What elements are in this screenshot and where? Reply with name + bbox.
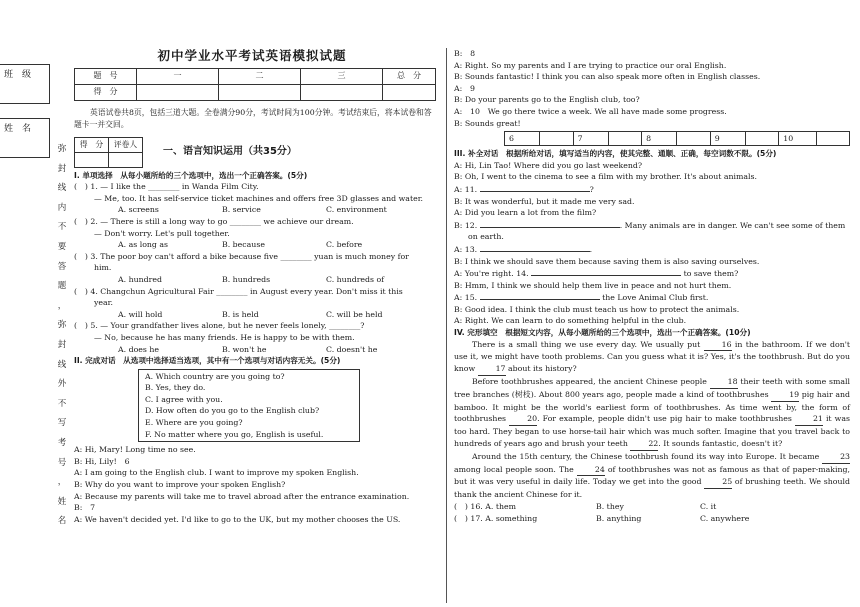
answer-cell-input[interactable] xyxy=(540,132,573,146)
seal-char: 考 xyxy=(57,437,67,448)
score-table-cell: 三 xyxy=(301,68,383,84)
seal-char: 线 xyxy=(57,359,67,370)
question-options xyxy=(66,309,438,321)
cloze-blank[interactable]: 24 xyxy=(577,464,605,477)
question-stem: ( ) 3. The poor boy can't afford a bike because five ________ yuan is much money for xyxy=(74,251,409,261)
dialogue-line: A: Because my parents will take me to travel abroad after the entrance examination. xyxy=(74,491,410,501)
cloze-blank[interactable]: 20 xyxy=(509,413,537,426)
score-table-cell: 题 号 xyxy=(75,68,137,84)
dialogue-line: A: Hi, Mary! Long time no see. xyxy=(74,445,196,455)
option[interactable]: B. anything xyxy=(596,513,642,523)
option[interactable]: B. is held xyxy=(222,309,259,319)
cloze-text: of brushing teeth. We should thank the ancient Chinese for it. xyxy=(454,477,850,500)
cloze-blank[interactable]: 21 xyxy=(795,413,823,426)
cloze-paragraph xyxy=(454,339,850,376)
dialogue-text: A: 13. xyxy=(454,244,480,254)
choice-item: E. Where are you going? xyxy=(145,418,243,428)
answer-cell-input[interactable] xyxy=(746,132,779,146)
dialogue-line xyxy=(454,304,850,316)
part1-title: 一、语言知识运用（共35分） xyxy=(163,146,297,158)
score-input-cell[interactable] xyxy=(137,84,219,100)
dialogue-line: A: We haven't decided yet. I'd like to go to the UK, but my mother chooses the US. xyxy=(74,514,401,524)
dialogue-line xyxy=(454,171,850,183)
option[interactable]: C. environment xyxy=(326,205,387,215)
option[interactable]: C. hundreds of xyxy=(326,274,385,284)
seal-char: 名 xyxy=(57,516,67,527)
answer-cell-input[interactable] xyxy=(816,132,849,146)
right-column xyxy=(454,48,850,524)
dialogue-line xyxy=(454,231,850,243)
fill-blank-11[interactable] xyxy=(480,183,590,192)
answer-table xyxy=(504,131,850,146)
dialogue-line xyxy=(454,219,850,232)
question-options xyxy=(66,274,438,286)
cloze-text: . For example, people didn't use pig hair to make toothbrushes xyxy=(537,414,795,424)
grader-cell: 评卷人 xyxy=(109,137,143,152)
option[interactable]: C. it xyxy=(700,502,717,512)
seal-char: 不 xyxy=(57,398,67,409)
cloze-text: in the bathroom. If we don't use it, we might have tooth problems. Can you guess what it is? Yes, it's the toothbrush. But do you know xyxy=(454,339,850,374)
dialogue-line: B: Hi, Lily! 6 xyxy=(74,456,138,466)
option[interactable]: B. they xyxy=(596,502,624,512)
section-iii-dialogue xyxy=(454,160,850,327)
seal-char: 弥 xyxy=(57,144,67,154)
dialogue-text: A: 15. xyxy=(454,293,480,303)
dialogue-left xyxy=(66,444,438,525)
cloze-blank[interactable]: 17 xyxy=(478,363,506,376)
dialogue-line: A: I am going to the English club. I want to improve my spoken English. xyxy=(74,468,359,478)
question-stem-cont: — No, because he has many friends. He is happy to be with them. xyxy=(94,332,355,342)
question-options xyxy=(454,501,850,513)
cloze-paragraph xyxy=(454,451,850,501)
option[interactable]: B. hundreds xyxy=(222,274,271,284)
seal-char: 封 xyxy=(57,339,67,350)
cloze-text: There is a small thing we use every day. We usually put xyxy=(472,339,704,349)
dialogue-text: the Love Animal Club first. xyxy=(599,293,709,303)
option[interactable]: ( ) 17. A. something xyxy=(454,513,538,523)
exam-title: 初中学业水平考试英语模拟试题 xyxy=(157,48,347,63)
option[interactable]: ( ) 16. A. them xyxy=(454,502,516,512)
question-stem-cont: — Me, too. It has self-service ticket machines and offers free 3D glasses and water. xyxy=(94,193,424,203)
cloze-text: pig hair and bamboo. It might be the world's earliest form of toothbrushes. As time went by, the form of toothbrushes xyxy=(454,389,850,424)
answer-cell-input[interactable] xyxy=(608,132,641,146)
option[interactable]: C. will be held xyxy=(326,309,383,319)
section-iv-items xyxy=(454,501,850,524)
answer-cell-label: 10 xyxy=(779,132,816,146)
dialogue-line: B: Do your parents go to the English club, too? xyxy=(454,95,640,105)
question-options xyxy=(66,204,438,216)
name-label: 姓 名 xyxy=(4,124,32,134)
grader-input[interactable] xyxy=(109,152,143,167)
option[interactable]: B. service xyxy=(222,205,261,215)
option[interactable]: C. anywhere xyxy=(700,513,750,523)
dialogue-line: B: Sounds fantastic! I think you can also speak more often in English classes. xyxy=(454,72,761,82)
dialogue-text: B: 12. xyxy=(454,220,480,230)
cloze-blank[interactable]: 19 xyxy=(771,389,799,402)
left-column xyxy=(66,40,438,525)
dialogue-line xyxy=(454,256,850,268)
choice-item: C. I agree with you. xyxy=(145,394,223,404)
score-table-cell: 得 分 xyxy=(75,84,137,100)
dialogue-text: . Many animals are in danger. We can't see some of them xyxy=(619,220,846,230)
score-input-cell[interactable] xyxy=(383,84,436,100)
dialogue-line xyxy=(454,243,850,256)
choice-item: A. Which country are you going to? xyxy=(145,371,285,381)
question-options xyxy=(66,344,438,356)
exam-intro: 英语试卷共8页，包括三道大题。全卷满分90分，考试时间为100分钟。考试结束后，将本试卷和答题卡一并交回。 xyxy=(74,107,432,129)
dialogue-line: A: Right. So my parents and I are trying to practice our oral English. xyxy=(454,60,727,70)
dialogue-line: B: Sounds great! xyxy=(454,118,521,128)
score-table-cell: 一 xyxy=(137,68,219,84)
score-input-cell[interactable] xyxy=(301,84,383,100)
score-table-cell: 总 分 xyxy=(383,68,436,84)
dialogue-line xyxy=(454,160,850,172)
cloze-blank[interactable]: 18 xyxy=(710,376,738,389)
dialogue-line xyxy=(454,267,850,280)
grader-cell: 得 分 xyxy=(75,137,109,152)
dialogue-text: A: 11. xyxy=(454,184,480,194)
seal-char: 姓 xyxy=(57,496,67,507)
question-stem-cont: year. xyxy=(94,298,114,308)
seal-char: ， xyxy=(57,300,67,311)
question-stem: ( ) 5. — Your grandfather lives alone, but he never feels lonely, ________? xyxy=(74,321,365,331)
binding-margin xyxy=(0,0,52,607)
fill-blank-13[interactable] xyxy=(480,243,593,254)
option[interactable]: A. as long as xyxy=(118,240,169,250)
option[interactable]: A. screens xyxy=(118,205,159,215)
dialogue-text: on earth. xyxy=(468,232,504,242)
dialogue-line xyxy=(454,183,850,196)
section-iii-heading: III. 补全对话 根据所给对话，填写适当的内容，使其完整、通顺、正确，每空词数不限。(5分) xyxy=(454,149,777,159)
option[interactable]: A. hundred xyxy=(118,274,162,284)
score-table-cell: 二 xyxy=(219,68,301,84)
dialogue-line xyxy=(454,280,850,292)
fill-blank-15[interactable] xyxy=(480,291,600,300)
section-i-items xyxy=(66,181,438,355)
dialogue-text: B: Good idea. I think the club must teach us how to protect the animals. xyxy=(454,304,740,314)
dialogue-text: B: Oh, I went to the cinema to see a film with my brother. It's about animals. xyxy=(454,172,758,182)
dialogue-text: B: Hmm, I think we should help them live in peace and not hurt them. xyxy=(454,280,732,290)
dialogue-text: B: I think we should save them because saving them is also saving ourselves. xyxy=(454,256,760,266)
answer-cell-label: 6 xyxy=(505,132,540,146)
section-ii-heading: II. 完成对话 从选项中选择适当选项，其中有一个选项与对话内容无关。(5分) xyxy=(74,356,341,366)
choice-item: D. How often do you go to the English club? xyxy=(145,406,320,416)
cloze-text: it was too hard. They began to use horse-tail hair which was much softer. Imagine that you travel back to hundreds of years ago and brush your teeth xyxy=(454,414,850,449)
question-stem: ( ) 2. — There is still a long way to go ________ we achieve our dream. xyxy=(74,216,354,226)
seal-char: 弥 xyxy=(57,320,67,331)
seal-char: 要 xyxy=(57,241,67,252)
dialogue-line: B: Why do you want to improve your spoken English? xyxy=(74,480,286,490)
seal-char: 写 xyxy=(57,418,67,429)
dialogue-text: B: It was wonderful, but it made me very sad. xyxy=(454,196,635,206)
fill-blank-12[interactable] xyxy=(480,219,620,228)
cloze-text: Before toothbrushes appeared, the ancient Chinese people xyxy=(472,377,710,387)
cloze-blank[interactable]: 25 xyxy=(704,476,732,489)
dialogue-line: B: 8 xyxy=(454,49,483,58)
question-stem-cont: — Don't worry. Let's pull together. xyxy=(94,228,230,238)
grader-input[interactable] xyxy=(75,152,109,167)
dialogue-line: A: 9 xyxy=(454,83,483,93)
dialogue-line xyxy=(454,291,850,304)
fill-blank-14[interactable] xyxy=(531,267,681,276)
grader-row xyxy=(74,137,438,168)
cloze-blank[interactable]: 23 xyxy=(822,451,850,464)
answer-cell-label: 7 xyxy=(573,132,608,146)
answer-cell-label: 9 xyxy=(710,132,745,146)
choice-item: B. Yes, they do. xyxy=(145,383,206,393)
seal-char: 题 xyxy=(57,281,67,292)
seal-char: ， xyxy=(57,477,67,488)
dialogue-line: B: 7 xyxy=(74,503,103,513)
question-options xyxy=(454,513,850,525)
section-i-heading: I. 单项选择 从每小题所给的三个选项中，选出一个正确答案。(5分) xyxy=(74,170,308,180)
question-stem-cont: him. xyxy=(94,263,112,273)
cloze-text: of toothbrushes was not as famous as that of paper-making, but it was very useful in daily life. Today we get into the good xyxy=(454,464,850,487)
question-stem: ( ) 4. Changchun Agricultural Fair ________ in August every year. Don't miss it this xyxy=(74,286,403,296)
seal-char: 封 xyxy=(57,163,67,174)
dialogue-line: A: 10 We go there twice a week. We all have made some progress. xyxy=(454,106,727,116)
cloze-text: their teeth with some small tree branches (树枝). About 800 years ago, people made a kind of toothbrushes xyxy=(454,377,850,399)
dialogue-text: A: Hi, Lin Tao! Where did you go last weekend? xyxy=(454,160,643,170)
option[interactable]: A. does he xyxy=(118,344,160,354)
option[interactable]: B. because xyxy=(222,240,265,250)
cloze-blank[interactable]: 22 xyxy=(630,438,658,451)
question-options xyxy=(66,239,438,251)
option[interactable]: C. doesn't he xyxy=(326,344,378,354)
dialogue-text: A: You're right. 14. xyxy=(454,269,532,279)
cloze-text: among local people soon. The xyxy=(454,464,577,474)
class-label: 班 级 xyxy=(4,70,32,80)
seal-char: 答 xyxy=(57,261,67,272)
dialogue-text: A: Right. We can learn to do something helpful in the club. xyxy=(454,316,687,326)
section-iv-heading: IV. 完形填空 根据短文内容，从每小题所给的三个选项中，选出一个正确答案。(10分) xyxy=(454,328,751,338)
dialogue-text: . xyxy=(589,244,593,254)
seal-char: 号 xyxy=(57,457,67,468)
option[interactable]: B. won't he xyxy=(222,344,267,354)
question-stem: ( ) 1. — I like the ________ in Wanda Film City. xyxy=(74,182,259,192)
cloze-text: Around the 15th century, the Chinese toothbrush found its way into Europe. It became xyxy=(472,451,823,461)
option[interactable]: A. will hold xyxy=(118,309,163,319)
seal-char: 内 xyxy=(57,202,67,213)
grader-table xyxy=(74,137,143,168)
dialogue-text: A: Did you learn a lot from the film? xyxy=(454,208,597,218)
answer-cell-input[interactable] xyxy=(677,132,710,146)
score-table xyxy=(74,68,436,101)
seal-char: 外 xyxy=(57,379,67,390)
dialogue-line xyxy=(454,196,850,208)
dialogue-right xyxy=(454,48,850,129)
section-ii-choices xyxy=(138,369,360,443)
dialogue-line xyxy=(454,207,850,219)
cloze-paragraph xyxy=(454,376,850,451)
choice-item: F. No matter where you go, English is useful. xyxy=(145,429,324,439)
score-input-cell[interactable] xyxy=(219,84,301,100)
dialogue-line xyxy=(454,315,850,327)
dialogue-text: to save them? xyxy=(681,269,739,279)
seal-char: 不 xyxy=(57,222,67,233)
answer-cell-label: 8 xyxy=(642,132,677,146)
cloze-text: about its history? xyxy=(505,364,577,374)
dialogue-text: ? xyxy=(589,184,594,194)
column-divider xyxy=(446,48,447,603)
cloze-blank[interactable]: 16 xyxy=(704,339,732,352)
cloze-text: . It sounds fantastic, doesn't it? xyxy=(658,439,783,449)
option[interactable]: C. before xyxy=(326,240,363,250)
seal-char: 线 xyxy=(57,183,67,194)
